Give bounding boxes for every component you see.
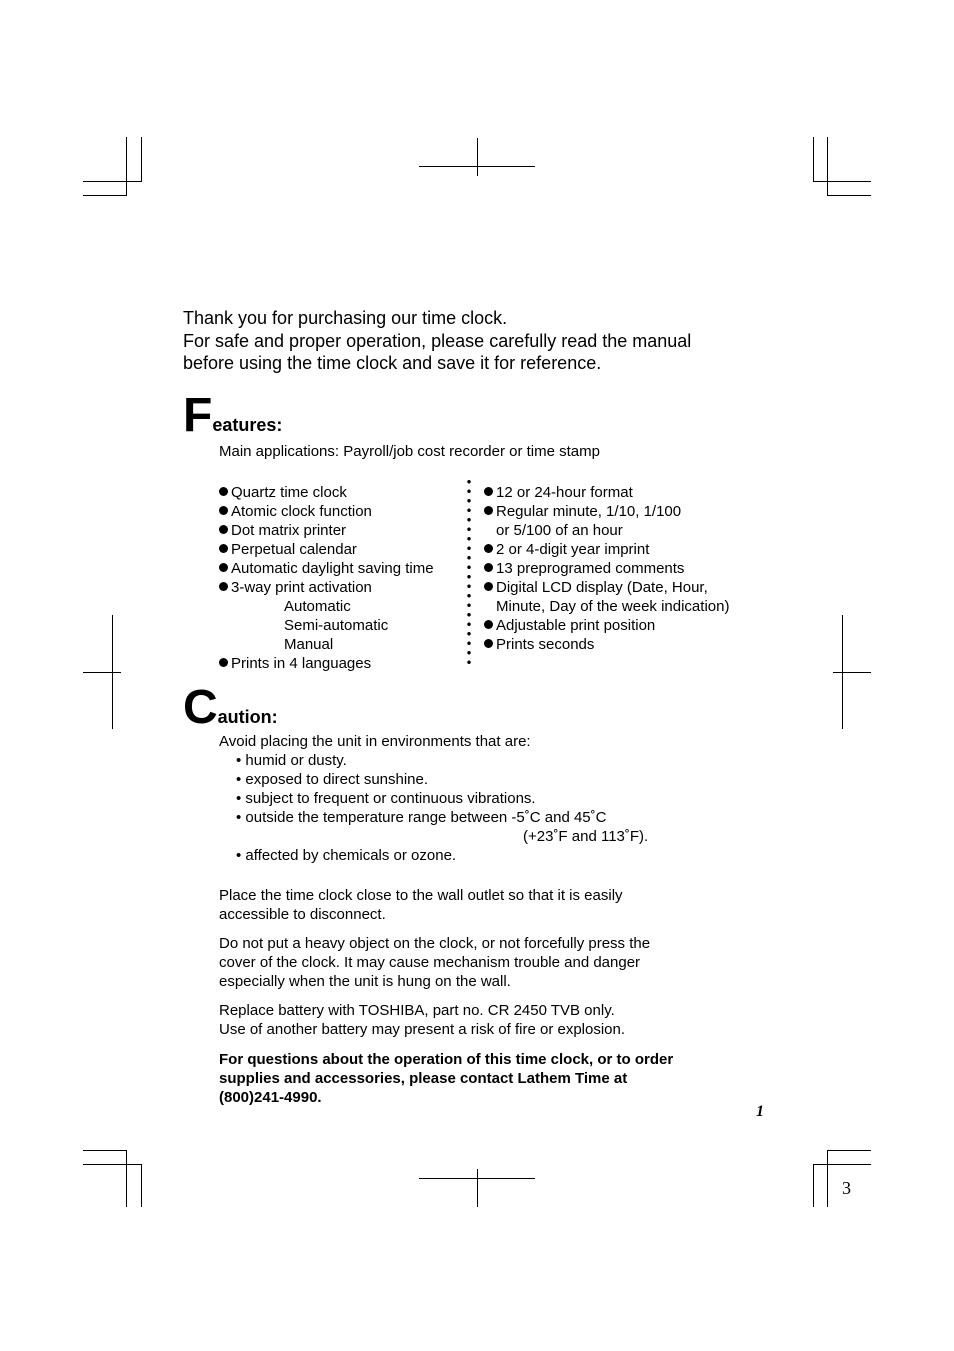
text-line: Place the time clock close to the wall outlet so that it is easily [219,887,623,904]
list-item: Prints in 4 languages [219,654,434,673]
battery-paragraph [219,1001,625,1039]
list-item: Perpetual calendar [219,540,434,559]
list-item: Dot matrix printer [219,521,434,540]
list-item: Automatic daylight saving time [219,559,434,578]
text-line: Do not put a heavy object on the clock, or not forcefully press the [219,935,651,952]
list-item: Atomic clock function [219,502,434,521]
caution-intro: Avoid placing the unit in environments that are: [219,733,531,750]
outlet-paragraph [219,886,623,924]
bullet-dot-icon [219,544,228,553]
features-right-list [484,483,729,654]
bullet-dot-icon [484,620,493,629]
list-item: 3-way print activation [219,578,434,597]
bullet-dot-icon [219,506,228,515]
sub-item: Semi-automatic [284,617,389,634]
list-item: Adjustable print position [484,616,729,635]
bullet-dot-icon [484,639,493,648]
bullet-dot-icon [219,658,228,667]
text-line: Replace battery with TOSHIBA, part no. CR 2450 TVB only. [219,1002,615,1019]
bullet-dot-icon [484,544,493,553]
list-item: • affected by chemicals or ozone. [236,847,457,864]
caution-list [236,751,648,865]
features-heading-text: eatures: [212,415,283,435]
list-item-continued: or 5/100 of an hour [496,522,623,539]
caution-heading-text: aution: [217,707,278,727]
list-item: • humid or dusty. [236,752,347,769]
text-line: For questions about the operation of this time clock, or to order [219,1051,674,1068]
heavy-object-paragraph [219,934,650,991]
intro-line: before using the time clock and save it for reference. [183,353,602,373]
list-item: Quartz time clock [219,483,434,502]
text-line: accessible to disconnect. [219,906,386,923]
intro-line: For safe and proper operation, please carefully read the manual [183,330,692,351]
list-item-continued: Minute, Day of the week indication) [496,598,730,615]
list-item: 13 preprogramed comments [484,559,729,578]
bullet-dot-icon [484,487,493,496]
page-number: 3 [842,1178,851,1198]
bullet-dot-icon [484,506,493,515]
list-item: Prints seconds [484,635,729,654]
bullet-dot-icon [484,563,493,572]
list-item: 2 or 4-digit year imprint [484,540,729,559]
list-item: • outside the temperature range between -5˚C and 45˚C [236,809,607,826]
section-mark: 1 [756,1103,764,1120]
bullet-dot-icon [219,563,228,572]
list-item: Digital LCD display (Date, Hour, [484,578,729,597]
bullet-dot-icon [219,582,228,591]
list-item-continued: (+23˚F and 113˚F). [523,828,649,845]
features-initial: F [183,389,213,442]
sub-item: Manual [284,636,334,653]
contact-paragraph [219,1050,673,1107]
text-line: (800)241-4990. [219,1089,322,1106]
main-applications: Main applications: Payroll/job cost recorder or time stamp [219,443,600,460]
column-divider [467,477,471,667]
intro-line: Thank you for purchasing our time clock. [183,308,508,328]
bullet-dot-icon [484,582,493,591]
list-item: 12 or 24-hour format [484,483,729,502]
bullet-dot-icon [219,487,228,496]
intro-text [183,307,691,375]
caution-initial: C [183,681,218,734]
caution-heading [183,681,278,734]
text-line: supplies and accessories, please contact Lathem Time at [219,1070,628,1087]
text-line: cover of the clock. It may cause mechanism trouble and danger [219,954,641,971]
list-item: Regular minute, 1/10, 1/100 [484,502,729,521]
text-line: Use of another battery may present a risk of fire or explosion. [219,1021,626,1038]
list-item: • exposed to direct sunshine. [236,771,429,788]
list-item: • subject to frequent or continuous vibrations. [236,790,536,807]
features-heading [183,389,283,442]
text-line: especially when the unit is hung on the wall. [219,973,511,990]
bullet-dot-icon [219,525,228,534]
features-left-list [219,483,434,673]
sub-item: Automatic [284,598,351,615]
